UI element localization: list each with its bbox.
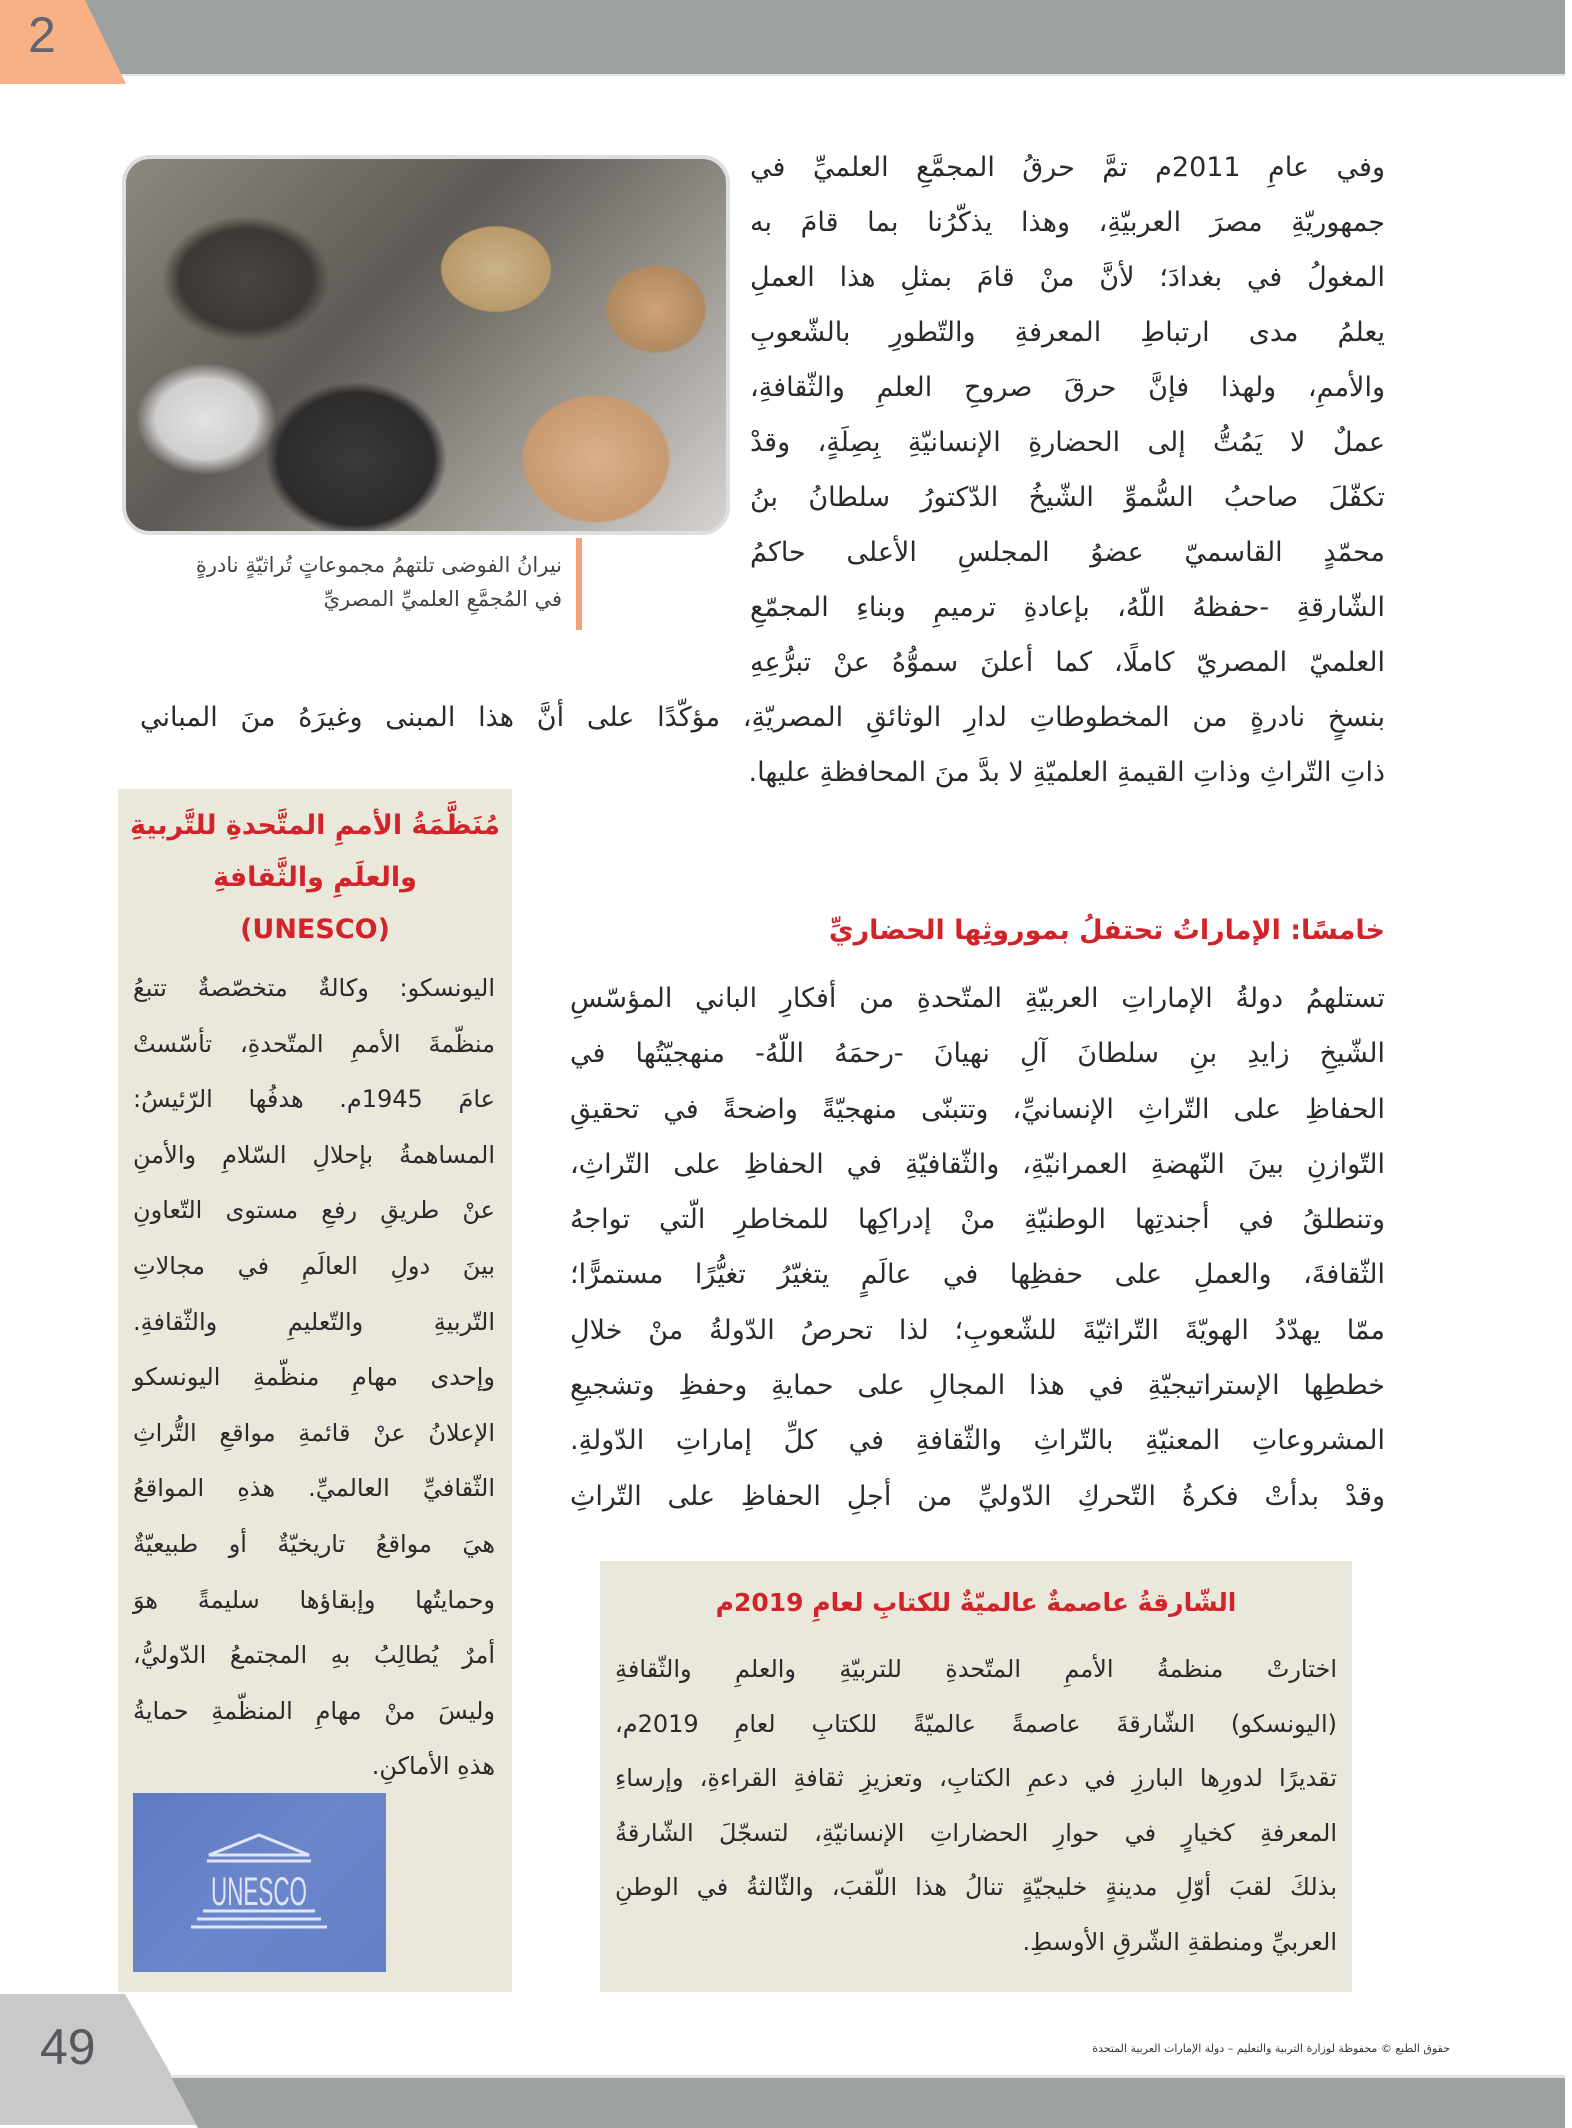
text-line: التّوازنِ بينَ النّهضةِ العمرانيّةِ، والثّقافيّةِ في الحفاظِ على التّراثِ، bbox=[570, 1148, 1385, 1180]
text-line: في المُجمَّعِ العلميِّ المصريِّ bbox=[323, 587, 562, 611]
sharjah-box-title: الشّارقةُ عاصمةٌ عالميّةٌ للكتابِ لعامِ 2019م bbox=[715, 1588, 1237, 1617]
text-line: خططِها الإستراتيجيّةِ في هذا المجالِ على حمايةِ وحفظِ وتشجيعِ bbox=[570, 1370, 1385, 1402]
text-line: الثّقافيِّ العالميِّ. هذهِ المواقعُ bbox=[133, 1474, 495, 1503]
section-heading: خامسًا: الإماراتُ تحتفلُ بموروثِها الحضاريِّ bbox=[828, 915, 1385, 946]
text-line: المساهمةُ بإحلالِ السّلامِ والأمنِ bbox=[133, 1140, 495, 1169]
text-line: وتنطلقُ في أجندتِها الوطنيّةِ منْ إدراكِها للمخاطرِ الّتي تواجهُ bbox=[570, 1204, 1385, 1236]
text-line: والأممِ، ولهذا فإنَّ حرقَ صروحِ العلمِ والثّقافةِ، bbox=[750, 372, 1385, 403]
text-line: وليسَ منْ مهامِ المنظّمةِ حمايةُ bbox=[133, 1696, 495, 1725]
svg-text:UNESCO: UNESCO bbox=[211, 1870, 307, 1914]
text-line: بنسخٍ نادرةٍ من المخطوطاتِ لدارِ الوثائقِ المصريّةِ، مؤكّدًا على أنَّ هذا المبنى وغيرَهُ منَ المباني bbox=[140, 702, 1385, 733]
text-line: منظّمةَ الأممِ المتّحدةِ، تأسّستْ bbox=[133, 1029, 495, 1058]
text-line: الحفاظِ على التّراثِ الإنسانيِّ، وتتبنّى منهجيّةً واضحةً في تحقيقِ bbox=[570, 1093, 1385, 1125]
text-line: أمرٌ يُطالِبُ بهِ المجتمعُ الدّوليُّ، bbox=[133, 1641, 495, 1670]
caption-accent-bar bbox=[576, 538, 582, 630]
footer-bar bbox=[170, 2075, 1565, 2128]
text-line: الثّقافةَ، والعملِ على حفظِها في عالَمٍ يتغيّرُ تغيُّرًا مستمرًّا؛ bbox=[570, 1259, 1385, 1291]
text-line: هذهِ الأماكنِ. bbox=[371, 1752, 495, 1781]
text-line: وفي عامِ 2011م تمَّ حرقُ المجمَّعِ العلميِّ في bbox=[750, 152, 1385, 183]
text-line: عملٌ لا يَمُتُّ إلى الحضارةِ الإنسانيّةِ بِصِلَةٍ، وقدْ bbox=[750, 427, 1385, 458]
text-line: عنْ طريقِ رفعِ مستوى التّعاونِ bbox=[133, 1196, 495, 1225]
text-line: العربيِّ ومنطقةِ الشّرقِ الأوسطِ. bbox=[1022, 1927, 1337, 1956]
sharjah-box-body bbox=[615, 1642, 1337, 1969]
sidebar-body bbox=[133, 961, 495, 1795]
text-line: يعلمُ مدى ارتباطِ المعرفةِ والتّطورِ بالشّعوبِ bbox=[750, 317, 1385, 348]
section-paragraph bbox=[570, 971, 1385, 1524]
sidebar-title bbox=[118, 800, 512, 956]
text-line: جمهوريّةِ مصرَ العربيّةِ، وهذا يذكّرُنا بما قامَ به bbox=[750, 207, 1385, 238]
photo-caption bbox=[132, 548, 562, 616]
text-line: وإحدى مهامِ منظّمةِ اليونسكو bbox=[133, 1363, 495, 1392]
text-line: اختارتْ منظمةُ الأممِ المتّحدةِ للتربيّةِ والعلمِ والثّقافةِ bbox=[615, 1655, 1337, 1683]
text-line: الإعلانُ عنْ قائمةِ مواقعِ التُّراثِ bbox=[133, 1418, 495, 1447]
text-line: الشّارقةِ -حفظهُ اللّهُ، بإعادةِ ترميمِ وبناءِ المجمّعِ bbox=[750, 592, 1385, 623]
text-line: المعرفةِ كخيارٍ في حوارِ الحضاراتِ الإنسانيّةِ، لتسجّلَ الشّارقةُ bbox=[615, 1818, 1337, 1847]
footer-tab bbox=[0, 1994, 200, 2125]
burned-manuscripts-photo bbox=[122, 155, 730, 535]
text-line: اليونسكو: وكالةٌ متخصّصةٌ تتبعُ bbox=[133, 974, 495, 1002]
text-line: (اليونسكو) الشّارقةَ عاصمةً عالميّةً للكتابِ لعامِ 2019م، bbox=[615, 1709, 1337, 1738]
text-line: (UNESCO) bbox=[240, 914, 390, 945]
text-line: الشّيخِ زايدِ بنِ سلطانَ آلِ نهيانَ -رحمَهُ اللّهُ- منهجيّتُها في bbox=[570, 1038, 1385, 1070]
text-line: العلميّ المصريّ كاملًا، كما أعلنَ سموُّهُ عنْ تبرُّعِهِ bbox=[750, 647, 1385, 678]
text-line: عامَ 1945م. هدفُها الرّئيسُ: bbox=[133, 1085, 495, 1114]
unesco-temple-icon bbox=[133, 1793, 386, 1972]
text-line: بينَ دولِ العالَمِ في مجالاتِ bbox=[133, 1251, 495, 1280]
text-line: ممّا يهدّدُ الهويّةَ التّراثيّةَ للشّعوبِ؛ لذا تحرصُ الدّولةُ منْ خلالِ bbox=[570, 1314, 1385, 1346]
intro-paragraph bbox=[750, 140, 1385, 690]
text-line: وحمايتُها وإبقاؤها سليمةً هوَ bbox=[133, 1585, 495, 1614]
header-bar bbox=[85, 0, 1565, 76]
copyright-notice: حقوق الطبع © محفوظة لوزارة التربية والتعليم – دولة الإمارات العربية المتحدة bbox=[1092, 2042, 1450, 2055]
text-line: والعلَمِ والثَّقافةِ bbox=[213, 862, 417, 893]
text-line: ذاتِ التّراثِ وذاتِ القيمةِ العلميّةِ لا بدَّ منَ المحافظةِ عليها. bbox=[748, 757, 1385, 788]
text-line: بذلكَ لقبَ أوّلِ مدينةٍ خليجيّةٍ تنالُ هذا اللّقبَ، والثّالثةُ في الوطنِ bbox=[615, 1873, 1337, 1901]
text-line: التّربيةِ والتّعليمِ والثّقافةِ. bbox=[133, 1307, 495, 1336]
page-number: 49 bbox=[40, 2019, 96, 2075]
text-line: المشروعاتِ المعنيّةِ بالتّراثِ والثّقافةِ في كلِّ إماراتِ الدّولةِ. bbox=[570, 1425, 1385, 1457]
text-line: تقديرًا لدورِها البارزِ في دعمِ الكتابِ، وتعزيزِ ثقافةِ القراءةِ، وإرساءِ bbox=[615, 1764, 1337, 1792]
text-line: مُنَظَّمَةُ الأممِ المتَّحدةِ للتَّربيةِ bbox=[130, 810, 500, 841]
text-line: وقدْ بدأتْ فكرةُ التّحركِ الدّوليِّ من أجلِ الحفاظِ على التّراثِ bbox=[570, 1480, 1385, 1512]
text-line: المغولُ في بغدادَ؛ لأنَّ منْ قامَ بمثلِ هذا العملِ bbox=[750, 262, 1385, 293]
text-line: تكفّلَ صاحبُ السُّموِّ الشّيخُ الدّكتورُ سلطانُ بنُ bbox=[750, 482, 1385, 513]
text-line: محمّدٍ القاسميّ عضوُ المجلسِ الأعلى حاكمُ bbox=[750, 537, 1385, 568]
intro-paragraph-continued bbox=[140, 690, 1385, 800]
unesco-logo-image bbox=[133, 1793, 386, 1972]
text-line: هيَ مواقعُ تاريخيّةٌ أو طبيعيّةٌ bbox=[133, 1529, 495, 1558]
unit-number: 2 bbox=[28, 7, 56, 63]
text-line: تستلهمُ دولةُ الإماراتِ العربيّةِ المتّحدةِ من أفكارِ الباني المؤسّسِ bbox=[570, 983, 1385, 1014]
text-line: نيرانُ الفوضى تلتهمُ مجموعاتٍ تُراثيّةٍ نادرةٍ bbox=[195, 553, 562, 577]
